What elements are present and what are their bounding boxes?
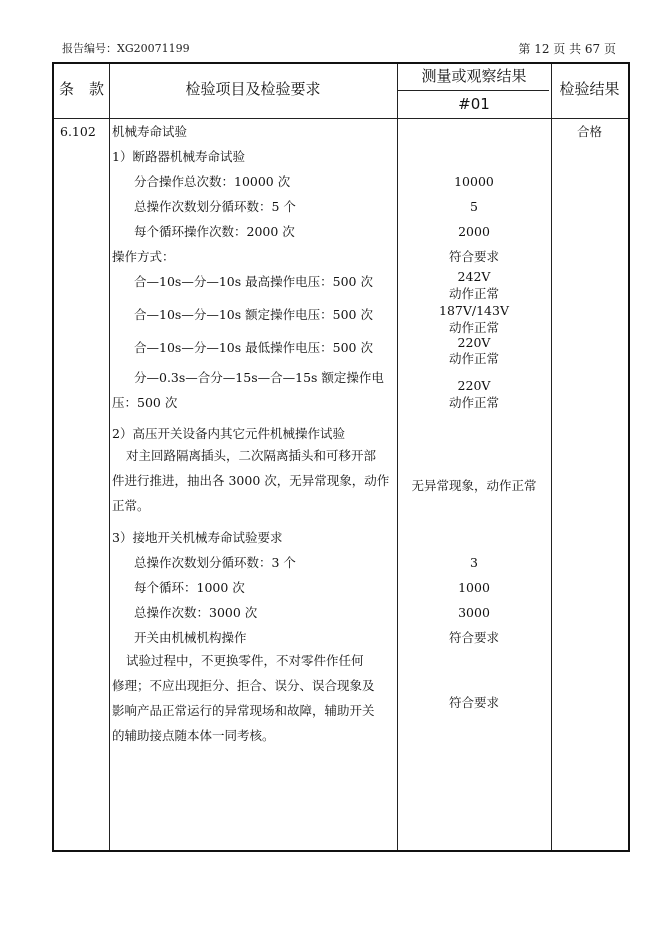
section-2-title: 2）高压开关设备内其它元件机械操作试验	[112, 426, 345, 441]
header-clause: 条 款	[58, 80, 104, 98]
item-text: 分—0.3s—合分—15s—合—15s 额定操作电	[134, 370, 384, 385]
item-text: 总操作次数划分循环数：3 个	[134, 555, 296, 570]
item-text: 试验过程中，不更换零件，不对零件作任何	[126, 653, 364, 668]
item-text: 分合操作总次数：10000 次	[134, 174, 291, 189]
item-value: 符合要求	[448, 630, 499, 645]
item-value: 动作正常	[448, 395, 499, 410]
report-number: 报告编号：XG20071199	[62, 42, 190, 55]
item-text: 的辅助接点随本体一同考核。	[112, 728, 275, 743]
header-measured: 测量或观察结果	[421, 67, 527, 85]
header-divider	[54, 118, 628, 119]
item-text: 每个循环：1000 次	[134, 580, 245, 595]
item-text: 每个循环操作次数：2000 次	[134, 224, 295, 239]
item-value: 动作正常	[448, 286, 499, 301]
page-indicator: 第 12 页 共 67 页	[518, 42, 616, 56]
item-value: 5	[470, 199, 478, 214]
item-text: 修理；不应出现拒分、拒合、误分、误合现象及	[112, 678, 375, 693]
item-text: 正常。	[112, 498, 150, 513]
column-divider	[109, 64, 110, 850]
clause-number: 6.102	[60, 124, 96, 139]
item-value: 2000	[458, 224, 490, 239]
header-item: 检验项目及检验要求	[185, 80, 321, 98]
item-text: 开关由机械机构操作	[134, 630, 247, 645]
section-3-title: 3）接地开关机械寿命试验要求	[112, 530, 283, 545]
sub-header-divider	[397, 90, 549, 91]
item-text: 合—10s—分—10s 最低操作电压：500 次	[134, 340, 373, 355]
item-text: 合—10s—分—10s 最高操作电压：500 次	[134, 274, 373, 289]
header-sample: #01	[458, 95, 490, 113]
item-value: 动作正常	[448, 320, 499, 335]
column-divider	[551, 64, 552, 850]
item-value: 符合要求	[448, 249, 499, 264]
item-value: 符合要求	[448, 695, 499, 710]
item-value: 10000	[454, 174, 494, 189]
item-text: 操作方式：	[112, 249, 175, 264]
verdict: 合格	[576, 124, 602, 139]
item-value: 1000	[458, 580, 490, 595]
item-text: 总操作次数：3000 次	[134, 605, 258, 620]
item-title: 机械寿命试验	[112, 124, 188, 139]
item-value: 220V	[457, 378, 491, 393]
item-value: 187V/143V	[439, 303, 509, 318]
item-text: 对主回路隔离插头，二次隔离插头和可移开部	[126, 448, 377, 463]
item-value: 3	[470, 555, 478, 570]
section-1-title: 1）断路器机械寿命试验	[112, 149, 245, 164]
header-result: 检验结果	[559, 80, 620, 98]
item-value: 220V	[457, 335, 491, 350]
item-text: 总操作次数划分循环数：5 个	[134, 199, 296, 214]
item-text: 影响产品正常运行的异常现场和故障，辅助开关	[112, 703, 375, 718]
item-value: 动作正常	[448, 351, 499, 366]
item-text: 件进行推进，抽出各 3000 次，无异常现象，动作	[112, 473, 390, 488]
item-text: 合—10s—分—10s 额定操作电压：500 次	[134, 307, 373, 322]
item-value: 242V	[457, 269, 491, 284]
item-value: 无异常现象，动作正常	[411, 478, 537, 493]
item-value: 3000	[458, 605, 490, 620]
item-text: 压：500 次	[112, 395, 178, 410]
inspection-table	[52, 62, 630, 852]
